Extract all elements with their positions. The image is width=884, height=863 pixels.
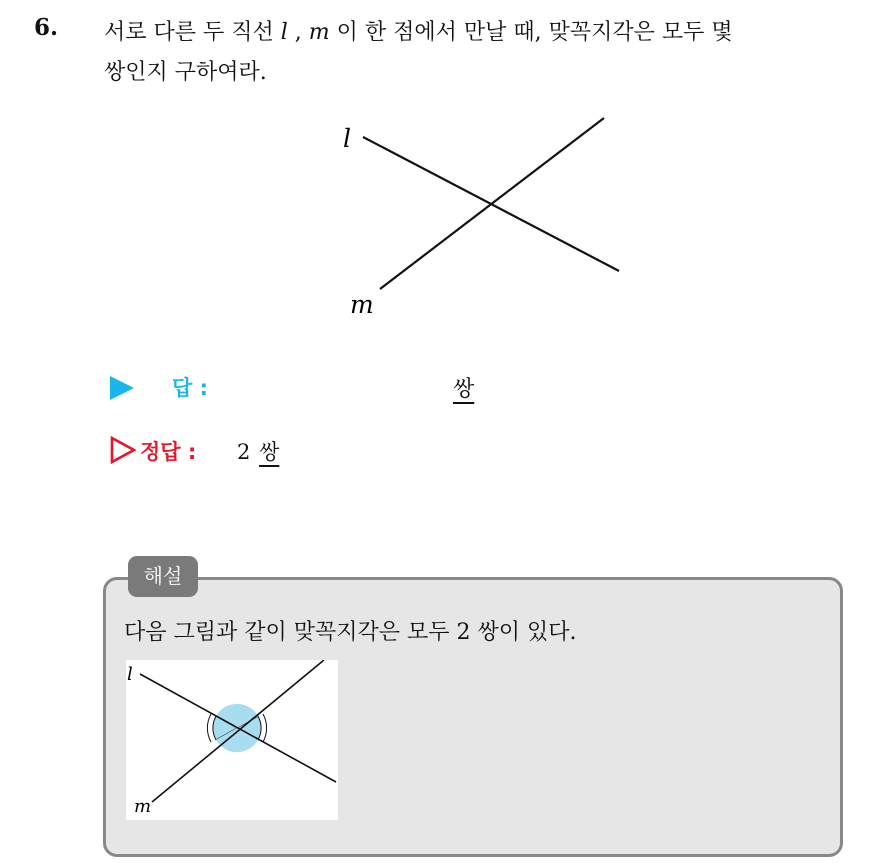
line-l-variable: l bbox=[280, 20, 288, 45]
explanation-line-l bbox=[140, 674, 336, 782]
line-m-variable: m bbox=[308, 20, 330, 45]
intersecting-lines-figure bbox=[0, 0, 884, 340]
comma: , bbox=[294, 20, 302, 45]
explanation-figure bbox=[126, 660, 338, 820]
explanation-label-l: l bbox=[127, 664, 133, 685]
angle-arc-left bbox=[207, 714, 211, 742]
answer-marker-icon bbox=[110, 376, 134, 400]
explanation-label-m: m bbox=[134, 796, 152, 817]
question-text-end: 이 한 점에서 만날 때, 맞꼭지각은 모두 몇 bbox=[336, 20, 733, 45]
question-text-line2: 쌍인지 구하여라. bbox=[104, 60, 267, 85]
line-m bbox=[380, 118, 604, 289]
explanation-figure-svg bbox=[126, 660, 338, 820]
answer-unit: 쌍 bbox=[453, 377, 475, 402]
correct-answer-label: 정답 : bbox=[140, 440, 197, 464]
correct-answer-value-group bbox=[237, 436, 281, 466]
explanation-line-m bbox=[152, 660, 324, 802]
correct-answer-unit: 쌍 bbox=[259, 440, 280, 464]
explanation-text: 다음 그림과 같이 맞꼭지각은 모두 2 쌍이 있다. bbox=[124, 620, 577, 645]
question-number: 6. bbox=[34, 14, 59, 41]
correct-marker-icon bbox=[110, 436, 136, 464]
correct-answer-value: 2 bbox=[237, 440, 251, 464]
label-l: l bbox=[343, 124, 351, 153]
label-m: m bbox=[350, 290, 374, 319]
angle-arc-right bbox=[263, 714, 267, 742]
explanation-tab: 해설 bbox=[128, 556, 198, 597]
question-text-start: 서로 다른 두 직선 bbox=[104, 20, 274, 45]
answer-label: 답 : bbox=[172, 376, 208, 400]
